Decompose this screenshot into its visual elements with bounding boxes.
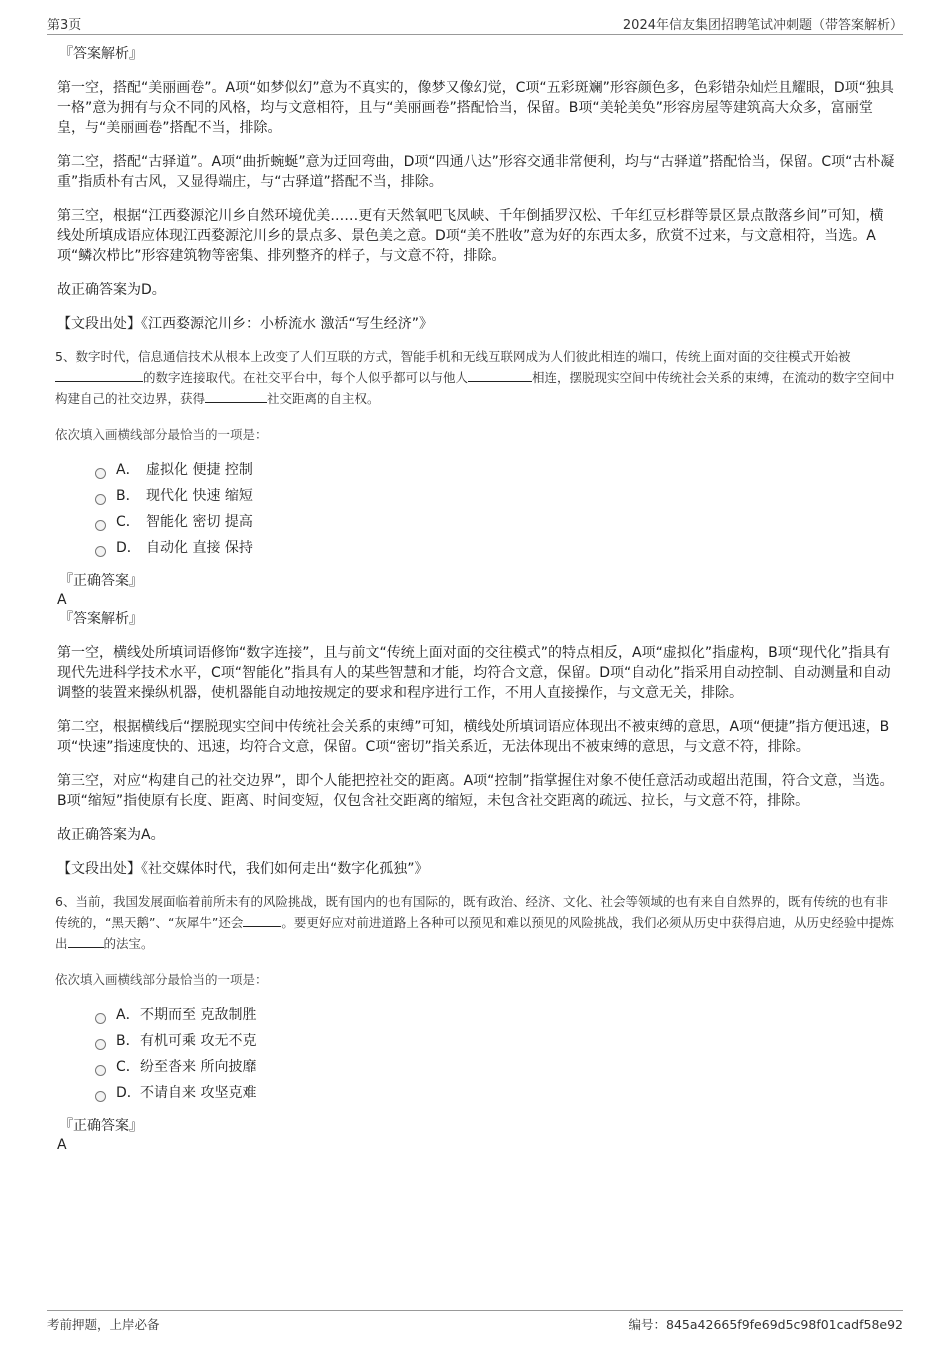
analysis-heading: 『答案解析』 [59, 46, 143, 62]
page-footer [47, 1310, 903, 1335]
radio-icon[interactable] [95, 1091, 106, 1102]
radio-icon[interactable] [95, 520, 106, 531]
fill-blank [205, 388, 267, 403]
source-citation: 【文段出处】《社交媒体时代，我们如何走出“数字化孤独”》 [57, 861, 429, 877]
option-b[interactable]: B． 现代化 快速 缩短 [95, 483, 895, 509]
analysis-heading: 『答案解析』 [59, 611, 143, 627]
option-a[interactable]: A． 虚拟化 便捷 控制 [95, 457, 895, 483]
correct-answer-heading: 『正确答案』 [59, 1118, 143, 1134]
source-citation: 【文段出处】《江西婺源沱川乡：小桥流水 激活“写生经济”》 [57, 316, 433, 332]
analysis-paragraph: 第三空，根据“江西婺源沱川乡自然环境优美……更有天然氧吧飞凤峡、千年倒插罗汉松、千年红豆杉群等景区景点散落乡间”可知，横线处所填成语应体现江西婺源沱川乡的景点多、景色美之意。D项“美不胜收”意为好的东西太多，欣赏不过来，与文意相符，当选。A项“鳞次栉比”形容建筑物等密集、排列整齐的样子，与文意不符，排除。 [57, 208, 884, 264]
correct-answer-heading: 『正确答案』 [59, 573, 143, 589]
option-c[interactable]: C． 智能化 密切 提高 [95, 509, 895, 535]
answer-conclusion: 故正确答案为A。 [57, 827, 165, 843]
fill-blank [68, 933, 104, 948]
footer-slogan: 考前押题，上岸必备 [47, 1317, 160, 1332]
correct-answer: A [57, 592, 67, 608]
radio-icon[interactable] [95, 1013, 106, 1024]
document-title: 2024年信友集团招聘笔试冲刺题（带答案解析） [622, 18, 903, 33]
option-b[interactable]: B． 有机可乘 攻无不克 [95, 1028, 895, 1054]
analysis-paragraph: 第二空，搭配“古驿道”。A项“曲折蜿蜒”意为迂回弯曲，D项“四通八达”形容交通非常便利，均与“古驿道”搭配恰当，保留。C项“古朴凝重”指质朴有古风，又显得端庄，与“古驿道”搭配不当，排除。 [57, 154, 895, 190]
document-id: 编号：845a42665f9fe69d5c98f01cadf58e92 [628, 1317, 903, 1332]
analysis-paragraph: 第二空，根据横线后“摆脱现实空间中传统社会关系的束缚”可知，横线处所填词语应体现出不被束缚的意思，A项“便捷”指方便迅速，B项“快速”指速度快的、迅速，均符合文意，保留。C项“密切”指关系近，无法体现出不被束缚的意思，与文意不符，排除。 [57, 719, 890, 755]
page-header [47, 12, 903, 35]
option-d[interactable]: D． 自动化 直接 保持 [95, 535, 895, 561]
radio-icon[interactable] [95, 546, 106, 557]
fill-blank [243, 912, 281, 927]
question-5-stem: 5、数字时代，信息通信技术从根本上改变了人们互联的方式，智能手机和无线互联网成为人们彼此相连的端口，传统上面对面的交往模式开始被的数字连接取代。在社交平台中，每个人似乎都可以与他人 相连，摆脱现实空间中传统社会关系的束缚，在流动的数字空间中构建自己的社交边界，获得 社交距离的自主权。 [55, 349, 895, 406]
radio-icon[interactable] [95, 1065, 106, 1076]
option-d[interactable]: D． 不请自来 攻坚克难 [95, 1080, 895, 1106]
answer-conclusion: 故正确答案为D。 [57, 282, 166, 298]
fill-blank [55, 367, 143, 382]
analysis-paragraph: 第三空，对应“构建自己的社交边界”，即个人能把控社交的距离。A项“控制”指掌握住对象不使任意活动或超出范围，符合文意，当选。B项“缩短”指使原有长度、距离、时间变短，仅包含社交距离的缩短，未包含社交距离的疏远、拉长，与文意不符，排除。 [57, 773, 894, 809]
question-prompt: 依次填入画横线部分最恰当的一项是： [55, 427, 268, 442]
question-6-options [95, 1002, 895, 1106]
radio-icon[interactable] [95, 468, 106, 479]
radio-icon[interactable] [95, 1039, 106, 1050]
radio-icon[interactable] [95, 494, 106, 505]
question-6-stem: 6、当前，我国发展面临着前所未有的风险挑战，既有国内的也有国际的，既有政治、经济、文化、社会等领域的也有来自自然界的，既有传统的也有非传统的，“黑天鹅”、“灰犀牛”还会 。要更好应对前进道路上各种可以预见和难以预见的风险挑战，我们必须从历史中获得启迪，从历史经验中提炼出 的法宝。 [55, 894, 894, 951]
correct-answer: A [57, 1137, 67, 1153]
option-a[interactable]: A． 不期而至 克敌制胜 [95, 1002, 895, 1028]
page-number: 第3页 [47, 18, 82, 33]
fill-blank [468, 367, 532, 382]
analysis-paragraph: 第一空，搭配“美丽画卷”。A项“如梦似幻”意为不真实的，像梦又像幻觉，C项“五彩斑斓”形容颜色多，色彩错杂灿烂且耀眼，D项“独具一格”意为拥有与众不同的风格，均与文意相符，且与“美丽画卷”搭配恰当，保留。B项“美轮美奂”形容房屋等建筑高大众多，富丽堂皇，与“美丽画卷”搭配不当，排除。 [57, 80, 894, 136]
option-c[interactable]: C． 纷至沓来 所向披靡 [95, 1054, 895, 1080]
question-prompt: 依次填入画横线部分最恰当的一项是： [55, 972, 268, 987]
analysis-paragraph: 第一空，横线处所填词语修饰“数字连接”，且与前文“传统上面对面的交往模式”的特点相反，A项“虚拟化”指虚构，B项“现代化”指具有现代先进科学技术水平，C项“智能化”指具有人的某些智慧和才能，均符合文意，保留。D项“自动化”指采用自动控制、自动测量和自动调整的装置来操纵机器，使机器能自动地按规定的要求和程序进行工作，不用人直接操作，与文意无关，排除。 [57, 645, 891, 701]
question-5-options [95, 457, 895, 561]
page-content [55, 44, 895, 1154]
